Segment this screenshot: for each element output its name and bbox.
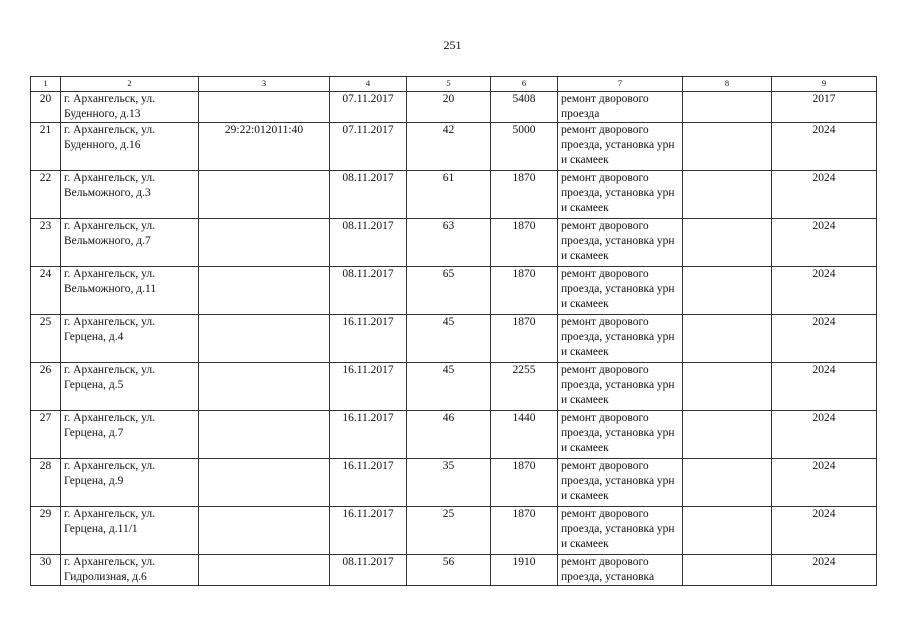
area-cell: 2255 [491, 363, 558, 411]
row-number-cell: 28 [31, 459, 61, 507]
residents-cell: 46 [407, 411, 491, 459]
empty-cell [683, 411, 772, 459]
cadastral-number-cell [199, 171, 330, 219]
date-cell: 08.11.2017 [330, 171, 407, 219]
works-cell: ремонт дворового проезда, установка урн и скамеек [558, 219, 683, 267]
residents-cell: 65 [407, 267, 491, 315]
empty-cell [683, 171, 772, 219]
year-cell: 2024 [772, 555, 877, 586]
table-row [31, 507, 877, 555]
address-cell: г. Архангельск, ул. Вельможного, д.11 [61, 267, 199, 315]
area-cell: 1870 [491, 315, 558, 363]
area-cell: 1910 [491, 555, 558, 586]
column-header: 8 [683, 77, 772, 92]
table-row [31, 411, 877, 459]
row-number-cell: 26 [31, 363, 61, 411]
empty-cell [683, 363, 772, 411]
date-cell: 08.11.2017 [330, 267, 407, 315]
date-cell: 16.11.2017 [330, 507, 407, 555]
works-cell: ремонт дворового проезда, установка урн и скамеек [558, 411, 683, 459]
residents-cell: 20 [407, 92, 491, 123]
works-cell: ремонт дворового проезда, установка урн и скамеек [558, 363, 683, 411]
cadastral-number-cell [199, 363, 330, 411]
year-cell: 2024 [772, 411, 877, 459]
cadastral-number-cell [199, 315, 330, 363]
year-cell: 2024 [772, 459, 877, 507]
table-row [31, 123, 877, 171]
area-cell: 1870 [491, 507, 558, 555]
table-row [31, 267, 877, 315]
year-cell: 2024 [772, 267, 877, 315]
date-cell: 07.11.2017 [330, 123, 407, 171]
date-cell: 16.11.2017 [330, 459, 407, 507]
address-cell: г. Архангельск, ул. Герцена, д.5 [61, 363, 199, 411]
column-header: 6 [491, 77, 558, 92]
residents-cell: 45 [407, 363, 491, 411]
column-header: 3 [199, 77, 330, 92]
empty-cell [683, 92, 772, 123]
page-number: 251 [443, 38, 462, 52]
year-cell: 2024 [772, 171, 877, 219]
area-cell: 1870 [491, 171, 558, 219]
cadastral-number-cell: 29:22:012011:40 [199, 123, 330, 171]
date-cell: 08.11.2017 [330, 219, 407, 267]
row-number-cell: 20 [31, 92, 61, 123]
works-cell: ремонт дворового проезда, установка урн и скамеек [558, 123, 683, 171]
address-cell: г. Архангельск, ул. Герцена, д.4 [61, 315, 199, 363]
works-cell: ремонт дворового проезда [558, 92, 683, 123]
row-number-cell: 21 [31, 123, 61, 171]
cadastral-number-cell [199, 267, 330, 315]
year-cell: 2024 [772, 507, 877, 555]
table-row [31, 171, 877, 219]
date-cell: 07.11.2017 [330, 92, 407, 123]
address-cell: г. Архангельск, ул. Герцена, д.9 [61, 459, 199, 507]
column-header: 4 [330, 77, 407, 92]
address-cell: г. Архангельск, ул. Буденного, д.13 [61, 92, 199, 123]
table-row [31, 459, 877, 507]
empty-cell [683, 219, 772, 267]
cadastral-number-cell [199, 411, 330, 459]
empty-cell [683, 459, 772, 507]
row-number-cell: 30 [31, 555, 61, 586]
works-cell: ремонт дворового проезда, установка урн и скамеек [558, 267, 683, 315]
works-cell: ремонт дворового проезда, установка урн и скамеек [558, 459, 683, 507]
cadastral-number-cell [199, 219, 330, 267]
table-row [31, 219, 877, 267]
residents-cell: 45 [407, 315, 491, 363]
residents-cell: 25 [407, 507, 491, 555]
date-cell: 16.11.2017 [330, 363, 407, 411]
address-cell: г. Архангельск, ул. Буденного, д.16 [61, 123, 199, 171]
address-cell: г. Архангельск, ул. Вельможного, д.3 [61, 171, 199, 219]
cadastral-number-cell [199, 555, 330, 586]
cadastral-number-cell [199, 507, 330, 555]
residents-cell: 63 [407, 219, 491, 267]
row-number-cell: 27 [31, 411, 61, 459]
empty-cell [683, 315, 772, 363]
area-cell: 5408 [491, 92, 558, 123]
column-number-row [31, 77, 877, 92]
courtyard-table [30, 76, 877, 586]
empty-cell [683, 267, 772, 315]
year-cell: 2024 [772, 315, 877, 363]
works-cell: ремонт дворового проезда, установка урн и скамеек [558, 171, 683, 219]
column-header: 5 [407, 77, 491, 92]
row-number-cell: 22 [31, 171, 61, 219]
year-cell: 2024 [772, 219, 877, 267]
address-cell: г. Архангельск, ул. Герцена, д.11/1 [61, 507, 199, 555]
works-cell: ремонт дворового проезда, установка урн и скамеек [558, 507, 683, 555]
row-number-cell: 25 [31, 315, 61, 363]
year-cell: 2017 [772, 92, 877, 123]
row-number-cell: 23 [31, 219, 61, 267]
residents-cell: 61 [407, 171, 491, 219]
date-cell: 16.11.2017 [330, 315, 407, 363]
area-cell: 1870 [491, 267, 558, 315]
works-cell: ремонт дворового проезда, установка [558, 555, 683, 586]
table-row [31, 315, 877, 363]
empty-cell [683, 123, 772, 171]
cadastral-number-cell [199, 92, 330, 123]
date-cell: 16.11.2017 [330, 411, 407, 459]
residents-cell: 42 [407, 123, 491, 171]
row-number-cell: 29 [31, 507, 61, 555]
residents-cell: 56 [407, 555, 491, 586]
row-number-cell: 24 [31, 267, 61, 315]
column-header: 9 [772, 77, 877, 92]
empty-cell [683, 507, 772, 555]
year-cell: 2024 [772, 123, 877, 171]
column-header: 1 [31, 77, 61, 92]
area-cell: 5000 [491, 123, 558, 171]
table-row [31, 363, 877, 411]
works-cell: ремонт дворового проезда, установка урн и скамеек [558, 315, 683, 363]
column-header: 2 [61, 77, 199, 92]
address-cell: г. Архангельск, ул. Гидролизная, д.6 [61, 555, 199, 586]
table-row [31, 92, 877, 123]
cadastral-number-cell [199, 459, 330, 507]
table-row [31, 555, 877, 586]
address-cell: г. Архангельск, ул. Герцена, д.7 [61, 411, 199, 459]
area-cell: 1870 [491, 459, 558, 507]
area-cell: 1870 [491, 219, 558, 267]
year-cell: 2024 [772, 363, 877, 411]
area-cell: 1440 [491, 411, 558, 459]
date-cell: 08.11.2017 [330, 555, 407, 586]
address-cell: г. Архангельск, ул. Вельможного, д.7 [61, 219, 199, 267]
empty-cell [683, 555, 772, 586]
column-header: 7 [558, 77, 683, 92]
residents-cell: 35 [407, 459, 491, 507]
